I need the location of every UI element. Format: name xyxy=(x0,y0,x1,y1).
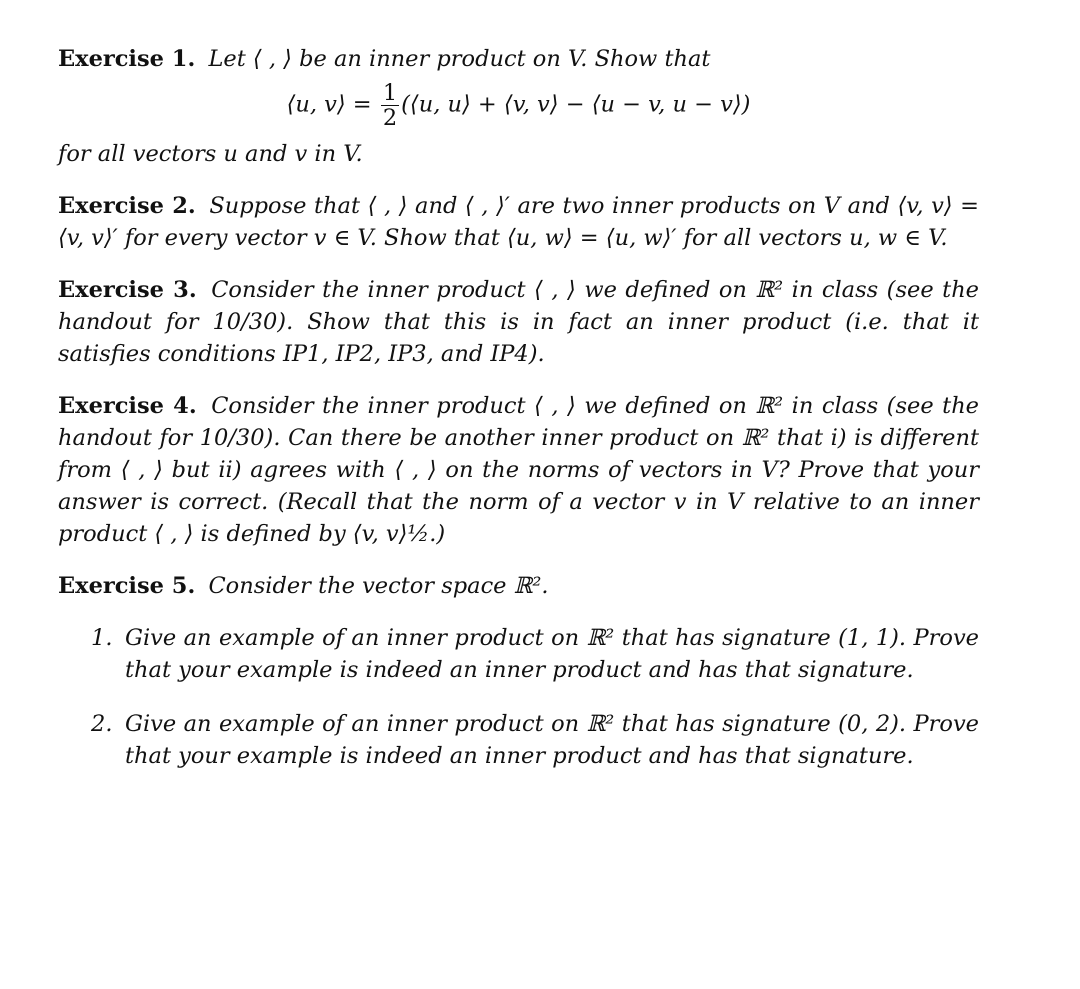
display-equation xyxy=(58,81,979,130)
exercise-5 xyxy=(58,570,979,772)
fraction-numerator: 1 xyxy=(382,80,398,106)
list-item-text: Give an example of an inner product on ℝ² that has signature (0, 2). Prove that your example is indeed an inner product and has that signature. xyxy=(125,711,979,769)
exercise-text: Let ⟨ , ⟩ be an inner product on V. Show that xyxy=(208,46,711,72)
equation-fraction xyxy=(381,81,399,130)
exercise-heading: Exercise 3. xyxy=(58,277,197,303)
list-item-text: Give an example of an inner product on ℝ² that has signature (1, 1). Prove that your example is indeed an inner product and has that signature. xyxy=(125,625,979,683)
fraction-denominator: 2 xyxy=(382,105,398,131)
equation-rhs: (⟨u, u⟩ + ⟨v, v⟩ − ⟨u − v, u − v⟩) xyxy=(401,91,751,118)
list-item-number: 1. xyxy=(91,625,113,651)
exercise-heading: Exercise 4. xyxy=(58,393,197,419)
exercise-subitems xyxy=(58,622,979,772)
exercise-text: Consider the inner product ⟨ , ⟩ we defined on ℝ² in class (see the handout for 10/30). Can there be another inner product on ℝ² that i) is different from ⟨ , ⟩ but ii) agrees with ⟨ , ⟩ on the norms of vectors in V? Prove that your answer is correct. (Recall that the norm of a vector v in V relative to an inner product ⟨ , ⟩ is defined by ⟨v, v⟩½.) xyxy=(58,393,979,547)
exercise-continuation: for all vectors u and v in V. xyxy=(58,141,363,167)
list-item-number: 2. xyxy=(91,711,113,737)
exercise-2 xyxy=(58,190,979,254)
exercise-text: Suppose that ⟨ , ⟩ and ⟨ , ⟩′ are two inner products on V and ⟨v, v⟩ = ⟨v, v⟩′ for every vector v ∈ V. Show that ⟨u, w⟩ = ⟨u, w⟩′ for all vectors u, w ∈ V. xyxy=(58,193,979,251)
exercise-heading: Exercise 2. xyxy=(58,193,196,219)
exercise-3 xyxy=(58,274,979,370)
equation-lhs: ⟨u, v⟩ = xyxy=(286,91,379,118)
exercise-text: Consider the inner product ⟨ , ⟩ we defined on ℝ² in class (see the handout for 10/30). Show that this is in fact an inner product (i.e. that it satisfies conditions IP1, IP2, IP3, and IP4). xyxy=(58,277,979,367)
document-page xyxy=(58,43,979,794)
exercise-text: Consider the vector space ℝ². xyxy=(208,573,549,599)
list-item xyxy=(58,622,979,686)
exercise-heading: Exercise 1. xyxy=(58,46,196,72)
exercise-4 xyxy=(58,390,979,550)
exercise-heading: Exercise 5. xyxy=(58,573,196,599)
exercise-1 xyxy=(58,43,979,170)
list-item xyxy=(58,708,979,772)
